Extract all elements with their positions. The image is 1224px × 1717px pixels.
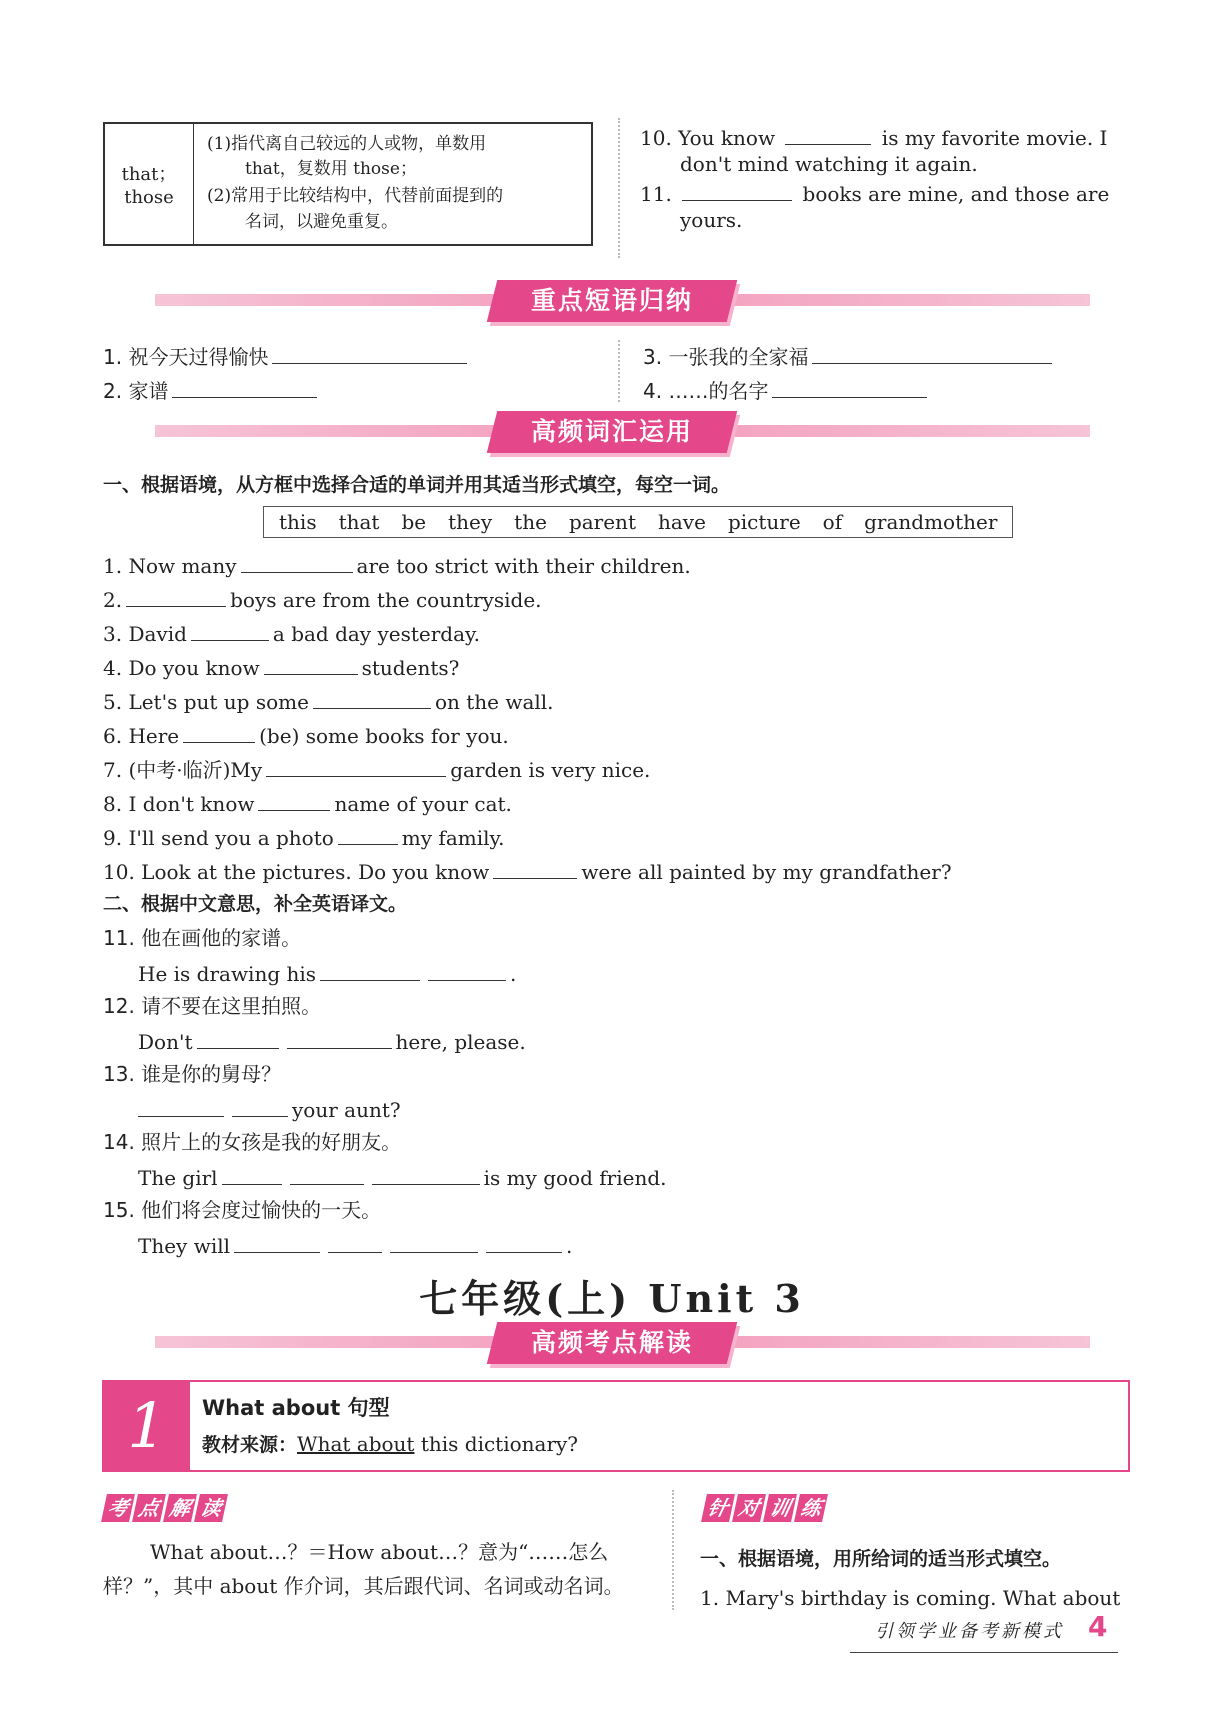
keypoint-title: What about 句型 xyxy=(202,1396,390,1420)
question-number: 11. xyxy=(640,182,672,206)
answer-blank[interactable] xyxy=(183,722,255,743)
tag-practice: 针 对 训 练 xyxy=(704,1494,828,1524)
answer-blank[interactable] xyxy=(313,688,431,709)
word-bank-item: that xyxy=(338,510,380,534)
question-11-line1 xyxy=(640,180,1109,206)
practice-heading: 一、根据语境，用所给词的适当形式填空。 xyxy=(700,1548,1062,1570)
answer-blank[interactable] xyxy=(258,790,330,811)
exercise-13-chinese: 13. 谁是你的舅母？ xyxy=(103,1062,282,1086)
answer-blank[interactable] xyxy=(390,1232,478,1253)
word-bank-item: grandmother xyxy=(864,510,998,534)
exercise-15-chinese: 15. 他们将会度过愉快的一天。 xyxy=(103,1198,382,1222)
source-underlined: What about xyxy=(297,1432,415,1456)
tag-explain: 考 点 解 读 xyxy=(104,1494,228,1524)
word-bank-item: they xyxy=(448,510,493,534)
answer-blank[interactable] xyxy=(290,1164,364,1185)
word-bank-item: the xyxy=(514,510,547,534)
keypoint-number: 1 xyxy=(104,1382,190,1470)
section-banner-phrases: 重点短语归纳 xyxy=(487,280,737,322)
part2-heading: 二、根据中文意思，补全英语译文。 xyxy=(103,893,408,915)
answer-blank[interactable] xyxy=(241,552,353,573)
exercise-15-english: They will . xyxy=(138,1234,573,1258)
footer-rule xyxy=(850,1652,1118,1653)
answer-blank[interactable] xyxy=(372,1164,480,1185)
exercise-10: 10. Look at the pictures. Do you know were all painted by my grandfather? xyxy=(103,860,952,884)
word-bank-item: this xyxy=(279,510,317,534)
column-divider xyxy=(618,340,620,402)
table-word-2: those xyxy=(124,187,174,208)
answer-blank[interactable] xyxy=(138,1096,224,1117)
answer-blank[interactable] xyxy=(493,858,577,879)
exercise-5: 5. Let's put up some on the wall. xyxy=(103,690,554,714)
definition-2b: 名词，以避免重复。 xyxy=(245,212,398,232)
source-rest: this dictionary? xyxy=(420,1432,579,1456)
footer-slogan: 引领学业备考新模式 xyxy=(875,1621,1064,1642)
question-text: is my favorite movie. I xyxy=(881,126,1108,150)
explain-line-1: What about…？＝How about…？意为“……怎么 xyxy=(150,1540,609,1564)
exercise-6: 6. Here (be) some books for you. xyxy=(103,724,509,748)
exercise-14-english: The girl is my good friend. xyxy=(138,1166,667,1190)
answer-blank[interactable] xyxy=(486,1232,562,1253)
question-number: 10. xyxy=(640,126,672,150)
exercise-9: 9. I'll send you a photo my family. xyxy=(103,826,505,850)
question-11-line2: yours. xyxy=(680,208,743,232)
exercise-14-chinese: 14. 照片上的女孩是我的好朋友。 xyxy=(103,1130,402,1154)
answer-blank[interactable] xyxy=(287,1028,392,1049)
answer-blank[interactable] xyxy=(272,343,467,364)
phrase-item-2: 2. 家谱 xyxy=(103,377,321,403)
table-word-cell xyxy=(105,124,194,244)
keypoint-source xyxy=(202,1432,578,1457)
answer-blank[interactable] xyxy=(222,1164,282,1185)
answer-blank[interactable] xyxy=(785,124,871,145)
source-label: 教材来源： xyxy=(202,1434,298,1456)
exercise-13-english: your aunt? xyxy=(138,1096,401,1122)
definition-1: (1)指代离自己较远的人或物，单数用 xyxy=(207,134,487,154)
explain-line-2: 样？”，其中 about 作介词，其后跟代词、名词或动名词。 xyxy=(103,1574,624,1598)
keypoint-box xyxy=(102,1380,1130,1472)
answer-blank[interactable] xyxy=(264,654,358,675)
answer-blank[interactable] xyxy=(772,377,927,398)
word-bank-item: picture xyxy=(727,510,801,534)
unit-title: 七年级(上) Unit 3 xyxy=(419,1276,805,1321)
definition-table xyxy=(103,122,593,246)
word-bank xyxy=(263,506,1013,538)
page-number: 4 xyxy=(1088,1610,1108,1643)
word-bank-item: be xyxy=(401,510,427,534)
table-word: that； xyxy=(121,164,177,185)
answer-blank[interactable] xyxy=(320,960,420,981)
answer-blank[interactable] xyxy=(428,960,506,981)
question-text: You know xyxy=(678,126,776,150)
exercise-12-chinese: 12. 请不要在这里拍照。 xyxy=(103,994,322,1018)
question-text: books are mine, and those are xyxy=(802,182,1110,206)
answer-blank[interactable] xyxy=(266,756,446,777)
answer-blank[interactable] xyxy=(197,1028,279,1049)
answer-blank[interactable] xyxy=(328,1232,382,1253)
answer-blank[interactable] xyxy=(682,180,792,201)
exercise-11-english: He is drawing his . xyxy=(138,962,517,986)
answer-blank[interactable] xyxy=(234,1232,320,1253)
practice-question-1: 1. Mary's birthday is coming. What about xyxy=(700,1586,1121,1610)
column-divider xyxy=(618,118,620,258)
answer-blank[interactable] xyxy=(172,377,317,398)
part1-heading: 一、根据语境，从方框中选择合适的单词并用其适当形式填空，每空一词。 xyxy=(103,474,731,496)
answer-blank[interactable] xyxy=(338,824,398,845)
exercise-2: 2. boys are from the countryside. xyxy=(103,588,542,612)
exercise-7: 7. (中考·临沂)My garden is very nice. xyxy=(103,758,651,782)
answer-blank[interactable] xyxy=(232,1096,288,1117)
exercise-11-chinese: 11. 他在画他的家谱。 xyxy=(103,926,302,950)
phrase-item-3: 3. 一张我的全家福 xyxy=(643,343,1056,369)
answer-blank[interactable] xyxy=(812,343,1052,364)
exercise-1: 1. Now many are too strict with their children. xyxy=(103,554,691,578)
word-bank-item: have xyxy=(657,510,706,534)
word-bank-item: parent xyxy=(568,510,636,534)
answer-blank[interactable] xyxy=(191,620,269,641)
section-banner-keypoints: 高频考点解读 xyxy=(487,1322,737,1364)
column-divider xyxy=(672,1490,674,1610)
answer-blank[interactable] xyxy=(126,586,226,607)
phrase-item-4: 4. ……的名字 xyxy=(643,377,931,403)
question-10-line1 xyxy=(640,124,1107,150)
exercise-3: 3. David a bad day yesterday. xyxy=(103,622,481,646)
section-banner-vocab: 高频词汇运用 xyxy=(487,411,737,453)
word-bank-item: of xyxy=(822,510,843,534)
exercise-8: 8. I don't know name of your cat. xyxy=(103,792,512,816)
definition-1b: that，复数用 those； xyxy=(245,159,417,179)
exercise-12-english: Don't here, please. xyxy=(138,1030,526,1054)
phrase-item-1: 1. 祝今天过得愉快 xyxy=(103,343,471,369)
exercise-4: 4. Do you know students? xyxy=(103,656,460,680)
question-10-line2: don't mind watching it again. xyxy=(680,152,978,176)
definition-2: (2)常用于比较结构中，代替前面提到的 xyxy=(207,186,504,206)
